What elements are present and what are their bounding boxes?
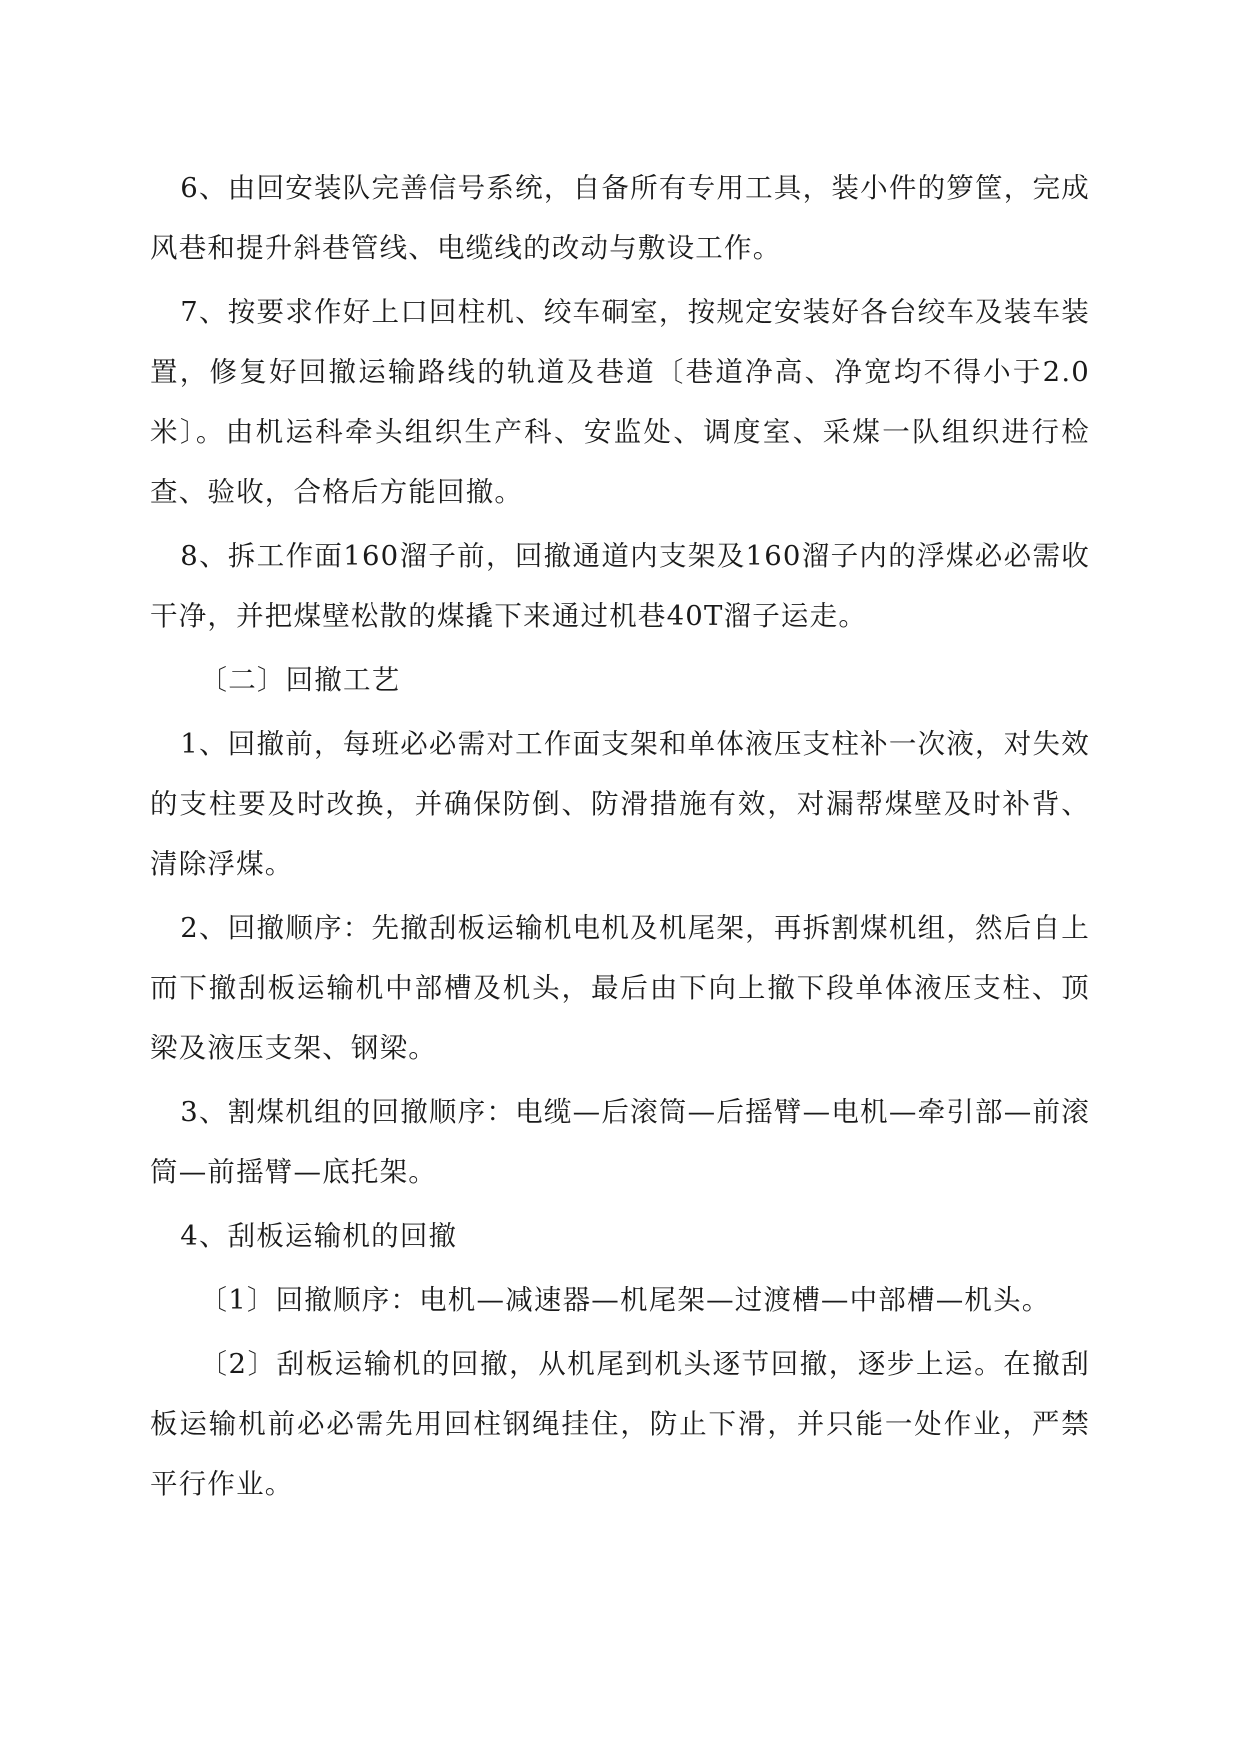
paragraph-step-3: 3、割煤机组的回撤顺序：电缆—后滚筒—后摇臂—电机—牵引部—前滚筒—前摇臂—底托架。: [150, 1096, 1090, 1188]
paragraph-step-2: 2、回撤顺序：先撤刮板运输机电机及机尾架，再拆割煤机组，然后自上而下撤刮板运输机中部槽及机头，最后由下向上撤下段单体液压支柱、顶梁及液压支架、钢梁。: [150, 912, 1090, 1064]
document-body: [150, 158, 1090, 1518]
paragraph-item-6: 6、由回安装队完善信号系统，自备所有专用工具，装小件的箩筐，完成风巷和提升斜巷管线、电缆线的改动与敷设工作。: [150, 172, 1090, 264]
paragraph-substep-2: 〔2〕刮板运输机的回撤，从机尾到机头逐节回撤，逐步上运。在撤刮板运输机前必必需先用回柱钢绳挂住，防止下滑，并只能一处作业，严禁平行作业。: [150, 1348, 1090, 1500]
paragraph-item-8: 8、拆工作面160溜子前，回撤通道内支架及160溜子内的浮煤必必需收干净，并把煤壁松散的煤撬下来通过机巷40T溜子运走。: [150, 540, 1090, 632]
section-heading-retreat-process: 〔二〕回撤工艺: [199, 664, 401, 696]
paragraph-step-1: 1、回撤前，每班必必需对工作面支架和单体液压支柱补一次液，对失效的支柱要及时改换，并确保防倒、防滑措施有效，对漏帮煤壁及时补背、清除浮煤。: [150, 728, 1090, 880]
paragraph-substep-1: 〔1〕回撤顺序：电机—减速器—机尾架—过渡槽—中部槽—机头。: [199, 1284, 1051, 1316]
paragraph-step-4-heading: 4、刮板运输机的回撤: [180, 1220, 458, 1252]
paragraph-item-7: 7、按要求作好上口回柱机、绞车硐室，按规定安装好各台绞车及装车装置，修复好回撤运输路线的轨道及巷道〔巷道净高、净宽均不得小于2.0米〕。由机运科牵头组织生产科、安监处、调度室、采煤一队组织进行检查、验收，合格后方能回撤。: [150, 296, 1090, 508]
